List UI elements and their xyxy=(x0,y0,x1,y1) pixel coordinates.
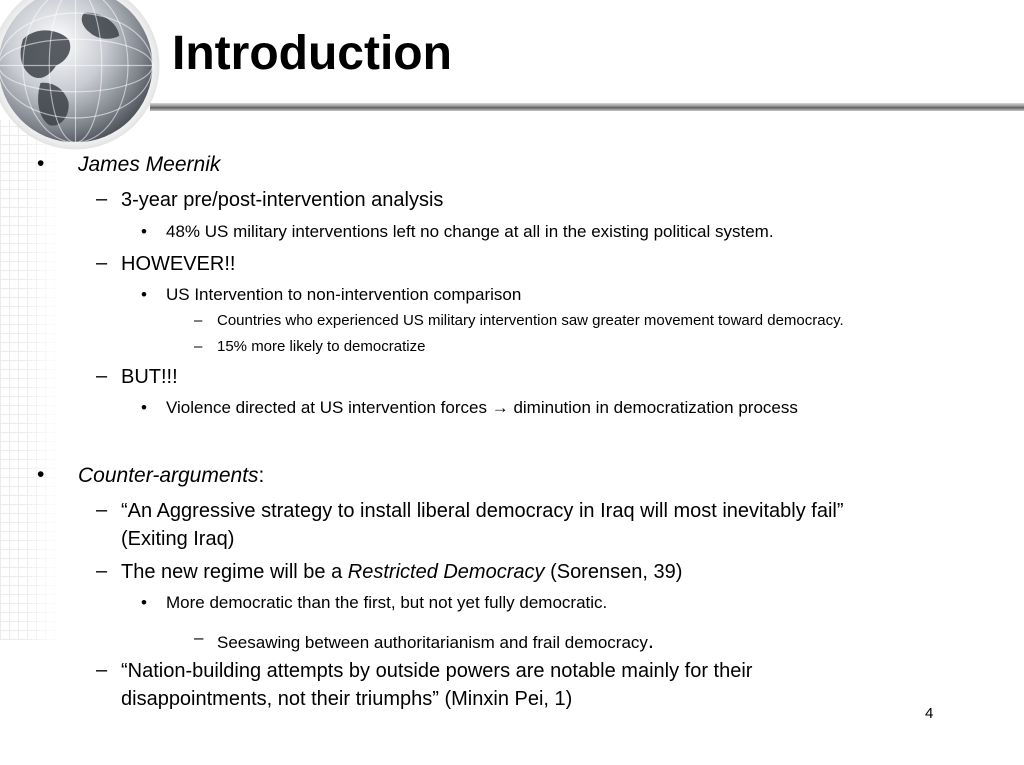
dash-marker: – xyxy=(96,365,108,387)
restricted-democracy-term: Restricted Democracy xyxy=(347,561,545,583)
restricted-pre-text: The new regime will be a xyxy=(121,561,343,583)
sub-point-restricted-democracy xyxy=(121,560,682,584)
arrow-right-icon: → xyxy=(491,398,509,417)
detail-greater-movement: Countries who experienced US military intervention saw greater movement toward democracy. xyxy=(217,312,844,329)
counter-arguments-label: Counter-arguments xyxy=(78,464,259,487)
dash-marker: – xyxy=(96,659,108,681)
restricted-citation: (Sorensen, 39) xyxy=(550,561,683,583)
point-violence xyxy=(166,398,798,418)
bullet-counter-arguments xyxy=(78,463,264,488)
bullet-marker: • xyxy=(141,593,147,612)
bullet-james-meernik: James Meernik xyxy=(78,153,221,176)
seesawing-period: . xyxy=(647,628,655,653)
sub-point-analysis: 3-year pre/post-intervention analysis xyxy=(121,189,444,211)
dash-marker: – xyxy=(96,499,108,521)
point-more-democratic: More democratic than the first, but not yet fully democratic. xyxy=(166,593,608,612)
dash-marker: – xyxy=(194,628,204,647)
quote-aggressive-strategy: “An Aggressive strategy to install liberal democracy in Iraq will most inevitably fail” xyxy=(121,500,844,522)
globe-icon xyxy=(0,0,163,153)
seesawing-text: Seesawing between authoritarianism and frail democracy xyxy=(217,633,648,652)
detail-15-percent: 15% more likely to democratize xyxy=(217,338,426,355)
sub-point-but: BUT!!! xyxy=(121,366,178,388)
bullet-marker: • xyxy=(37,152,45,175)
point-comparison: US Intervention to non-intervention comparison xyxy=(166,285,522,304)
bullet-marker: • xyxy=(37,463,45,486)
dash-marker: – xyxy=(96,560,108,582)
point-diminution-text: diminution in democratization process xyxy=(513,398,798,417)
bullet-marker: • xyxy=(141,285,147,304)
sub-point-however: HOWEVER!! xyxy=(121,253,236,275)
title-divider xyxy=(150,103,1024,111)
background-grid-pattern xyxy=(0,120,60,640)
point-violence-text: Violence directed at US intervention forces xyxy=(166,398,487,417)
dash-marker: – xyxy=(194,338,203,355)
slide-title: Introduction xyxy=(172,27,452,80)
detail-seesawing xyxy=(217,628,654,654)
bullet-marker: • xyxy=(141,398,147,417)
quote-nation-building-line2: disappointments, not their triumphs” (Minxin Pei, 1) xyxy=(121,688,573,710)
dash-marker: – xyxy=(96,252,108,274)
dash-marker: – xyxy=(194,312,203,329)
dash-marker: – xyxy=(96,188,108,210)
counter-arguments-colon: : xyxy=(258,464,265,487)
quote-nation-building-line1: “Nation-building attempts by outside powers are notable mainly for their xyxy=(121,660,753,682)
page-number: 4 xyxy=(925,705,934,722)
bullet-marker: • xyxy=(141,222,147,241)
quote-exiting-iraq: (Exiting Iraq) xyxy=(121,528,235,550)
point-48-percent: 48% US military interventions left no change at all in the existing political system. xyxy=(166,222,774,241)
